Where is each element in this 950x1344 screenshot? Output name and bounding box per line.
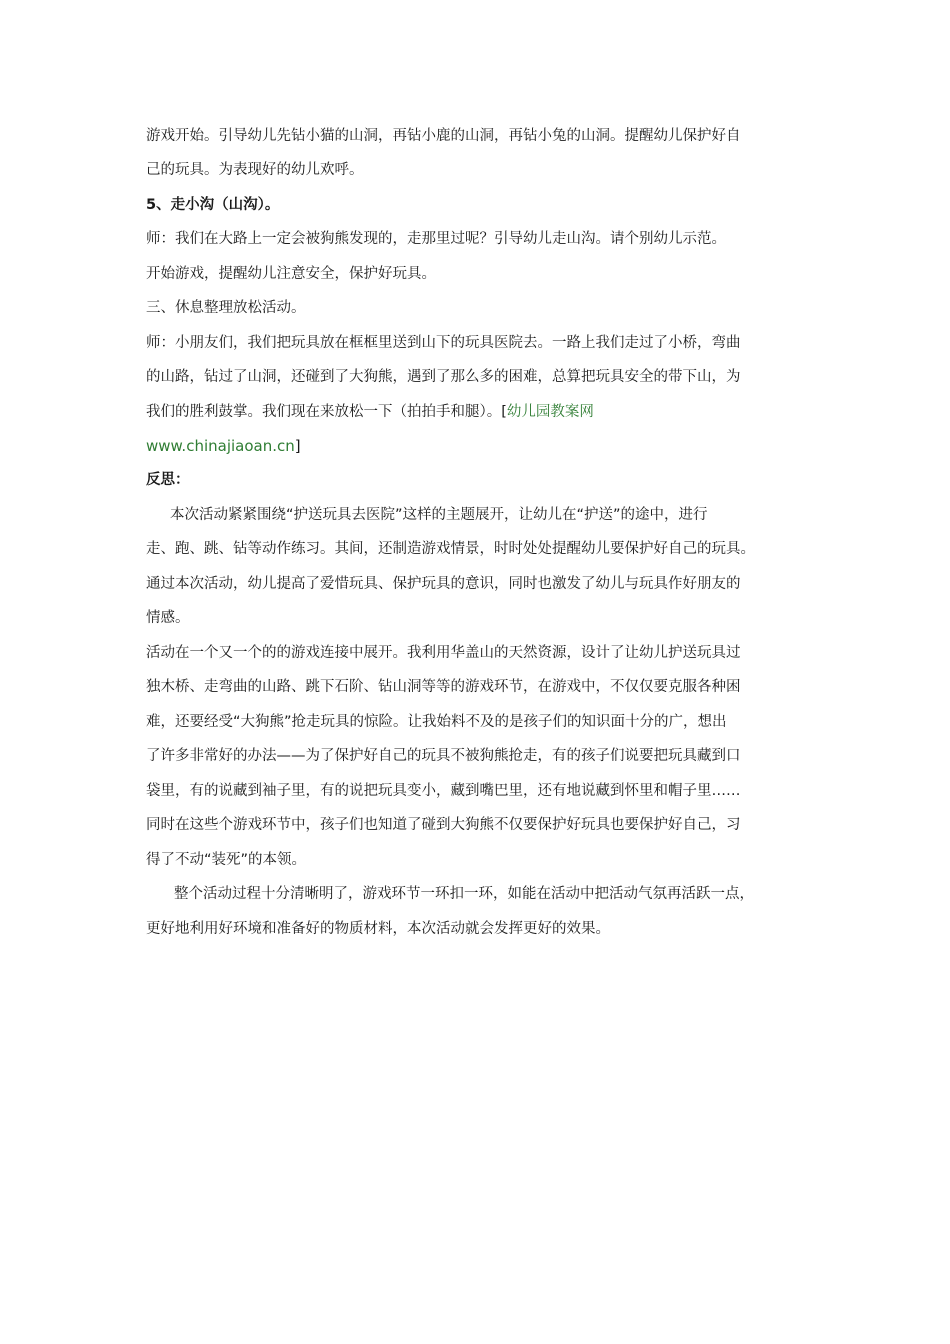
paragraph-line: 本次活动紧紧围绕“护送玩具去医院”这样的主题展开，让幼儿在“护送”的途中，进行 — [170, 507, 708, 523]
paragraph-line — [146, 436, 301, 456]
paragraph-text: 我们的胜利鼓掌。我们现在来放松一下（拍拍手和腿）。[ — [146, 404, 507, 420]
paragraph-line: 难，还要经受“大狗熊”抢走玩具的惊险。让我始料不及的是孩子们的知识面十分的广，想出 — [146, 714, 727, 730]
paragraph-line: 的山路，钻过了山洞，还碰到了大狗熊，遇到了那么多的困难，总算把玩具安全的带下山，为 — [146, 369, 741, 385]
reflection-heading: 反思： — [146, 472, 190, 488]
paragraph-line: 同时在这些个游戏环节中，孩子们也知道了碰到大狗熊不仅要保护好玩具也要保护好自己，习 — [146, 817, 741, 833]
paragraph-line: 整个活动过程十分清晰明了，游戏环节一环扣一环，如能在活动中把活动气氛再活跃一点， — [174, 886, 754, 902]
paragraph-line: 了许多非常好的办法——为了保护好自己的玩具不被狗熊抢走，有的孩子们说要把玩具藏到口 — [146, 748, 741, 764]
step-heading: 5、走小沟（山沟）。 — [146, 197, 280, 213]
paragraph-line: 通过本次活动，幼儿提高了爱惜玩具、保护玩具的意识，同时也激发了幼儿与玩具作好朋友的 — [146, 576, 741, 592]
paragraph-line: 开始游戏，提醒幼儿注意安全，保护好玩具。 — [146, 266, 436, 282]
paragraph-line: 独木桥、走弯曲的山路、跳下石阶、钻山洞等等的游戏环节，在游戏中，不仅仅要克服各种困 — [146, 679, 741, 695]
paragraph-line: 走、跑、跳、钻等动作练习。其间，还制造游戏情景，时时处处提醒幼儿要保护好自己的玩具。 — [146, 541, 755, 557]
paragraph-line: 活动在一个又一个的的游戏连接中展开。我利用华盖山的天然资源，设计了让幼儿护送玩具过 — [146, 645, 741, 661]
bracket-text: ] — [294, 437, 301, 455]
section-heading: 三、休息整理放松活动。 — [146, 300, 306, 316]
paragraph-line: 师：我们在大路上一定会被狗熊发现的，走那里过呢？引导幼儿走山沟。请个别幼儿示范。 — [146, 231, 726, 247]
paragraph-line: 己的玩具。为表现好的幼儿欢呼。 — [146, 162, 364, 178]
paragraph-line: 游戏开始。引导幼儿先钻小猫的山洞，再钻小鹿的山洞，再钻小兔的山洞。提醒幼儿保护好自 — [146, 128, 741, 144]
site-link[interactable]: 幼儿园教案网 — [506, 404, 594, 420]
paragraph-line: 师：小朋友们，我们把玩具放在框框里送到山下的玩具医院去。一路上我们走过了小桥，弯曲 — [146, 335, 741, 351]
paragraph-line: 情感。 — [146, 610, 190, 626]
site-url-link[interactable]: www.chinajiaoan.cn — [146, 437, 295, 455]
paragraph-line: 更好地利用好环境和准备好的物质材料，本次活动就会发挥更好的效果。 — [146, 921, 610, 937]
paragraph-line: 得了不动“装死”的本领。 — [146, 852, 307, 868]
paragraph-line — [146, 402, 594, 422]
paragraph-line: 袋里，有的说藏到袖子里，有的说把玩具变小，藏到嘴巴里，还有地说藏到怀里和帽子里…… — [146, 783, 741, 799]
